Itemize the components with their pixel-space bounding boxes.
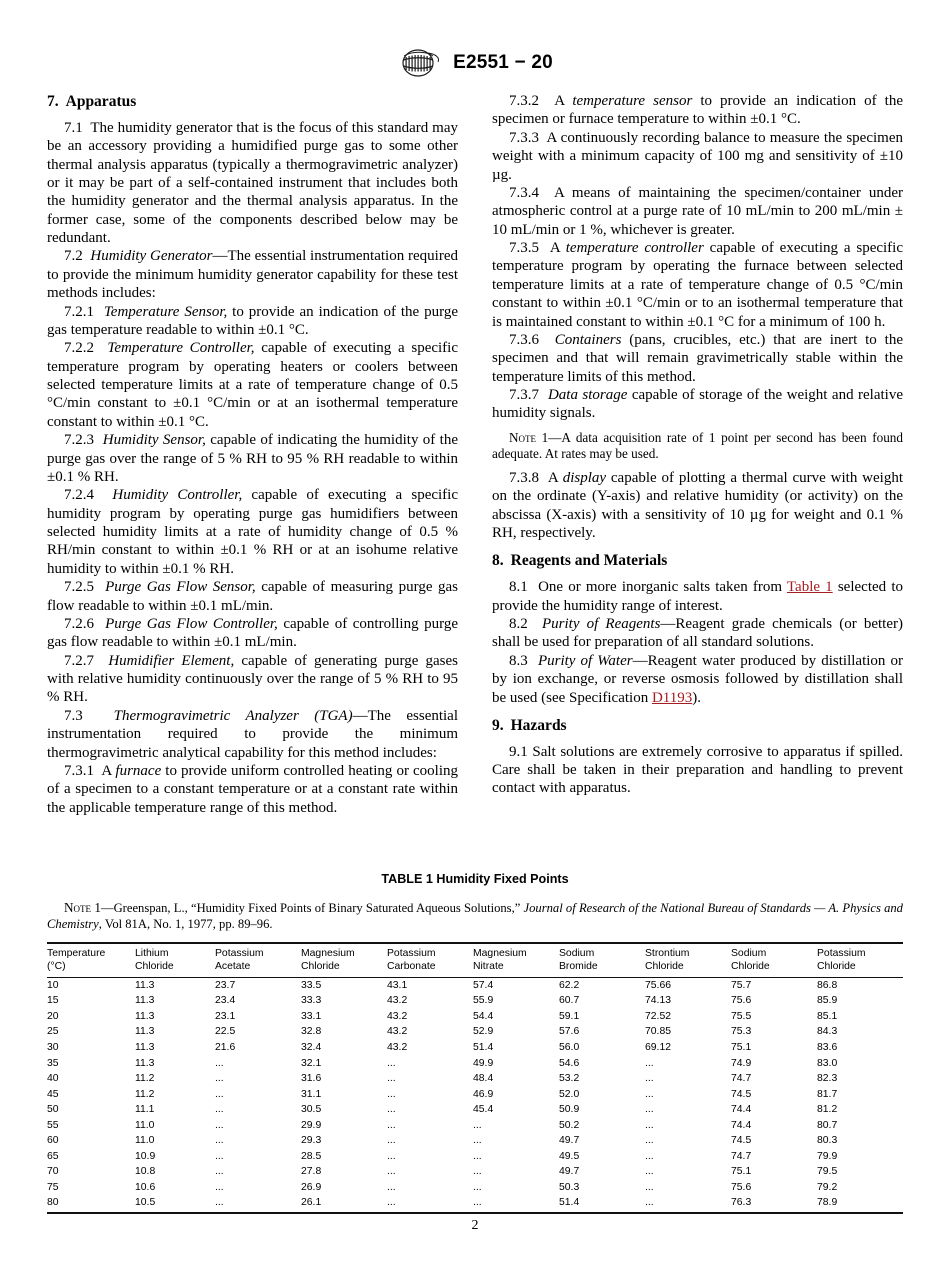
cell-temperature: 75	[47, 1181, 59, 1193]
col-header-line2: Acetate	[215, 961, 251, 973]
cell-value: 49.5	[559, 1150, 580, 1162]
cell-value: 75.6	[731, 1181, 752, 1193]
cell-value: 23.1	[215, 1010, 236, 1022]
paragraph-7-3: 7.3 Thermogravimetric Analyzer (TGA)—The essential instrumentation required to provide the minimum thermogravimetric analytical capability for this method includes:	[47, 707, 459, 761]
paragraph-7-2-3: 7.2.3 Humidity Sensor, capable of indicating the humidity of the purge gas over the range of 5 % RH to 95 % RH readable to within ±0.1 % RH.	[47, 432, 458, 485]
cell-value: ...	[645, 1057, 654, 1069]
cell-value: 11.3	[135, 995, 155, 1007]
cell-value: 43.2	[387, 1010, 408, 1022]
cell-value: 52.0	[559, 1088, 580, 1100]
cell-value: 62.2	[559, 979, 580, 991]
cell-value: 10.5	[135, 1197, 156, 1209]
cell-value: 11.3	[135, 979, 155, 991]
col-header-line2: Carbonate	[387, 961, 436, 973]
cell-value: ...	[387, 1073, 396, 1085]
cell-value: 57.4	[473, 979, 494, 991]
table-row	[47, 1149, 903, 1165]
col-header-line1: Potassium	[817, 947, 866, 959]
cell-value: ...	[215, 1057, 224, 1069]
cell-value: 21.6	[215, 1041, 236, 1053]
cell-value: 79.9	[817, 1150, 838, 1162]
section-number-9: 9.	[492, 716, 504, 734]
col-header-temperature	[47, 943, 135, 978]
cell-value: 22.5	[215, 1026, 236, 1038]
cell-value: ...	[645, 1150, 654, 1162]
cell-temperature: 50	[47, 1104, 59, 1116]
cell-value: 30.5	[301, 1104, 322, 1116]
cell-value: 29.3	[301, 1135, 322, 1147]
col-header-line1: Sodium	[731, 947, 767, 959]
col-header-potassium-chloride	[817, 943, 903, 978]
col-header-line2: Chloride	[817, 961, 856, 973]
cell-value: 74.7	[731, 1073, 752, 1085]
cell-value: 74.4	[731, 1119, 752, 1131]
cell-value: ...	[387, 1181, 396, 1193]
cell-value: 60.7	[559, 995, 580, 1007]
table-1-title: TABLE 1 Humidity Fixed Points	[381, 872, 569, 886]
cell-value: 31.1	[301, 1088, 322, 1100]
paragraph-7-2-1: 7.2.1 Temperature Sensor, to provide an indication of the purge gas temperature readable to within ±0.1 °C.	[47, 303, 459, 338]
paragraph-8-3: 8.3 Purity of Water—Reagent water produced by distillation or by ion exchange, or reverse osmosis followed by distillation shall be used (see Specification D1193).	[492, 652, 904, 706]
table-1-note-post: , Vol 81A, No. 1, 1977, pp. 89–96.	[98, 916, 273, 931]
right-column	[492, 92, 903, 817]
cell-value: 28.5	[301, 1150, 322, 1162]
cell-value: 49.9	[473, 1057, 494, 1069]
cell-temperature: 25	[47, 1026, 59, 1038]
col-header-line2: Chloride	[301, 961, 340, 973]
page-header	[0, 48, 950, 78]
cell-value: 27.8	[301, 1166, 322, 1178]
cell-value: 79.2	[817, 1181, 838, 1193]
cell-value: 49.7	[559, 1135, 580, 1147]
cell-value: 52.9	[473, 1026, 494, 1038]
cell-temperature: 10	[47, 979, 59, 991]
cell-value: 69.12	[645, 1041, 672, 1053]
col-header-line2: Chloride	[731, 961, 770, 973]
cell-temperature: 80	[47, 1197, 59, 1209]
col-header-line1: Potassium	[387, 947, 436, 959]
cell-value: 85.9	[817, 995, 838, 1007]
cell-value: ...	[645, 1135, 654, 1147]
cell-value: 43.1	[387, 979, 408, 991]
cell-value: 74.9	[731, 1057, 752, 1069]
cell-value: ...	[215, 1088, 224, 1100]
section-heading-8	[492, 551, 903, 571]
cell-value: 26.1	[301, 1197, 322, 1209]
col-header-potassium-carbonate	[387, 943, 473, 978]
cell-value: 43.2	[387, 1041, 408, 1053]
cell-value: 74.13	[645, 995, 672, 1007]
cell-value: 55.9	[473, 995, 494, 1007]
link-d1193[interactable]: D1193	[651, 689, 693, 706]
cell-value: 32.8	[301, 1026, 322, 1038]
cell-value: 50.2	[559, 1119, 580, 1131]
cell-value: ...	[215, 1197, 224, 1209]
cell-value: 48.4	[473, 1073, 494, 1085]
col-header-sodium-chloride	[731, 943, 817, 978]
cell-value: 23.7	[215, 979, 236, 991]
cell-value: ...	[215, 1181, 224, 1193]
cell-value: 75.3	[731, 1026, 752, 1038]
cell-value: ...	[387, 1166, 396, 1178]
body-columns	[47, 92, 903, 817]
paragraph-7-3-6: 7.3.6 Containers (pans, crucibles, etc.) that are inert to the specimen and that will remain gravimetrically stable within the temperature limits of this method.	[492, 331, 903, 385]
cell-value: 50.3	[559, 1181, 580, 1193]
cell-temperature: 40	[47, 1073, 59, 1085]
table-header-row	[47, 943, 903, 978]
cell-value: 11.3	[135, 1041, 155, 1053]
cell-value: 46.9	[473, 1088, 494, 1100]
cell-value: 74.7	[731, 1150, 752, 1162]
col-header-line2: Chloride	[645, 961, 684, 973]
table-body	[47, 978, 903, 1212]
section-title-8: Reagents and Materials	[510, 552, 668, 570]
cell-temperature: 60	[47, 1135, 59, 1147]
paragraph-7-2-5: 7.2.5 Purge Gas Flow Sensor, capable of measuring purge gas flow readable to within ±0.1 mL/min.	[47, 579, 458, 614]
cell-value: ...	[387, 1197, 396, 1209]
cell-value: 75.66	[645, 979, 672, 991]
cell-temperature: 20	[47, 1010, 59, 1022]
cell-value: ...	[215, 1150, 224, 1162]
cell-value: 43.2	[387, 1026, 408, 1038]
cell-value: 86.8	[817, 979, 838, 991]
section-title-7: Apparatus	[65, 93, 137, 110]
cell-value: 11.1	[135, 1104, 155, 1116]
cell-value: ...	[645, 1119, 654, 1131]
paragraph-7-2-4: 7.2.4 Humidity Controller, capable of executing a specific humidity program by operating purge gas humidifiers between selected humidity limits at a rate of humidity change of 0.5 % RH/min constant to within ±0.1 % RH or at an isohume relative humidity to within ±0.1 % RH.	[47, 487, 459, 577]
table-row	[47, 1071, 903, 1087]
cell-value: ...	[387, 1088, 396, 1100]
cell-value: 11.3	[135, 1026, 155, 1038]
cell-value: 85.1	[817, 1010, 838, 1022]
section-number-8: 8.	[492, 552, 504, 570]
cell-value: 11.3	[135, 1057, 155, 1069]
cell-value: 45.4	[473, 1104, 494, 1116]
cell-value: 11.2	[135, 1073, 155, 1085]
col-header-line1: Strontium	[645, 947, 690, 959]
section-title-9: Hazards	[510, 716, 567, 734]
note-1-label: Note 1	[509, 429, 549, 445]
cell-value: 11.3	[135, 1010, 155, 1022]
cell-temperature: 35	[47, 1057, 59, 1069]
table-row	[47, 1025, 903, 1041]
cell-value: 70.85	[645, 1026, 672, 1038]
paragraph-7-3-3: 7.3.3 A continuously recording balance to measure the specimen weight with a minimum capacity of 100 mg and sensitivity of ±10 µg.	[492, 129, 903, 183]
cell-value: 74.5	[731, 1135, 752, 1147]
cell-value: 75.1	[731, 1041, 752, 1053]
cell-value: 32.4	[301, 1041, 322, 1053]
section-heading-7	[47, 92, 458, 112]
col-header-magnesium-chloride	[301, 943, 387, 978]
cell-temperature: 65	[47, 1150, 59, 1162]
cell-value: 59.1	[559, 1010, 580, 1022]
cell-value: ...	[645, 1073, 654, 1085]
cell-value: 83.6	[817, 1041, 838, 1053]
table-bottom-rule	[47, 1212, 903, 1214]
cell-value: 84.3	[817, 1026, 838, 1038]
cell-value: ...	[215, 1166, 224, 1178]
col-header-line1: Sodium	[559, 947, 595, 959]
table-row	[47, 1165, 903, 1181]
col-header-line2: (°C)	[47, 961, 66, 973]
cell-value: ...	[387, 1057, 396, 1069]
section-heading-9	[492, 716, 903, 736]
cell-value: 10.9	[135, 1150, 156, 1162]
table-head	[47, 943, 903, 978]
cell-value: 57.6	[559, 1026, 580, 1038]
paragraph-7-1: 7.1 The humidity generator that is the focus of this standard may be an accessory providing a humidified purge gas to some other thermal analysis apparatus (typically a thermogravimetric analyzer) or it may be part of a self-contained instrument that includes both the humidity generator and the thermal analysis apparatus. In the former case, some of the components described below may be redundant.	[47, 119, 458, 247]
paragraph-7-2-6: 7.2.6 Purge Gas Flow Controller, capable of controlling purge gas flow readable to within ±0.1 mL/min.	[47, 615, 459, 651]
cell-value: 78.9	[817, 1197, 838, 1209]
paragraph-8-1: 8.1 One or more inorganic salts taken from Table 1 selected to provide the humidity range of interest.	[492, 579, 903, 614]
cell-value: ...	[645, 1088, 654, 1100]
col-header-line1: Lithium	[135, 947, 169, 959]
col-header-line2: Nitrate	[473, 961, 504, 973]
cell-value: 81.2	[817, 1104, 838, 1116]
cell-value: 31.6	[301, 1073, 322, 1085]
table-1-note	[47, 900, 903, 933]
cell-value: ...	[387, 1119, 396, 1131]
cell-value: ...	[387, 1150, 396, 1162]
cell-value: ...	[215, 1135, 224, 1147]
paragraph-7-3-7: 7.3.7 Data storage capable of storage of the weight and relative humidity signals.	[492, 387, 904, 422]
cell-value: 10.8	[135, 1166, 156, 1178]
cell-value: 79.5	[817, 1166, 838, 1178]
col-header-line1: Potassium	[215, 947, 264, 959]
cell-value: 33.5	[301, 979, 322, 991]
col-header-line2: Chloride	[135, 961, 174, 973]
table-row	[47, 1087, 903, 1103]
cell-value: 82.3	[817, 1073, 838, 1085]
paragraph-7-2-2: 7.2.2 Temperature Controller, capable of executing a specific temperature program by operating heaters or coolers between selected temperature limits at a rate of temperature change of 0.5 °C/min constant to ±0.1 °C/min or at an isothermal temperature constant to within ±0.1 °C.	[47, 340, 458, 430]
col-header-lithium-chloride	[135, 943, 215, 978]
cell-value: 32.1	[301, 1057, 322, 1069]
col-header-strontium-chloride	[645, 943, 731, 978]
cell-temperature: 45	[47, 1088, 59, 1100]
cell-value: ...	[215, 1073, 224, 1085]
cell-value: 51.4	[473, 1041, 494, 1053]
cell-value: 11.0	[135, 1135, 155, 1147]
cell-value: ...	[215, 1104, 224, 1116]
cell-value: ...	[215, 1119, 224, 1131]
left-column	[47, 92, 458, 817]
paragraph-7-3-1: 7.3.1 A furnace to provide uniform controlled heating or cooling of a specimen to a constant temperature or at a constant rate within the applicable temperature range of this method.	[47, 762, 459, 816]
col-header-line1: Magnesium	[473, 947, 527, 959]
cell-value: 75.7	[731, 979, 752, 991]
cell-value: ...	[473, 1150, 482, 1162]
paragraph-7-3-4: 7.3.4 A means of maintaining the specimen/container under atmospheric control at a purge rate of 10 mL/min to 200 mL/min ± 10 mL/min or 1 %, whichever is greater.	[492, 184, 903, 238]
paragraph-7-3-8: 7.3.8 A display capable of plotting a thermal curve with weight on the ordinate (Y-axis) and relative humidity (or activity) on the abscissa (X-axis) with a sensitivity of 10 µg for weight and 0.1 % RH, respectively.	[492, 469, 903, 542]
col-header-magnesium-nitrate	[473, 943, 559, 978]
cell-temperature: 70	[47, 1166, 59, 1178]
cell-value: 75.6	[731, 995, 752, 1007]
cell-value: ...	[645, 1104, 654, 1116]
table-row	[47, 1118, 903, 1134]
table-row	[47, 978, 903, 994]
table-row	[47, 994, 903, 1010]
cell-value: 50.9	[559, 1104, 580, 1116]
paragraph-7-3-2: 7.3.2 A temperature sensor to provide an indication of the specimen or furnace temperature to within ±0.1 °C.	[492, 93, 904, 128]
cell-value: 80.7	[817, 1119, 838, 1131]
paragraph-9-1: 9.1 Salt solutions are extremely corrosive to apparatus if spilled. Care shall be taken in their preparation and handling to prevent contact with apparatus.	[492, 743, 903, 797]
cell-value: ...	[387, 1135, 396, 1147]
cell-value: 49.7	[559, 1166, 580, 1178]
cell-value: 72.52	[645, 1010, 672, 1022]
cell-value: ...	[645, 1166, 654, 1178]
note-1-text: —A data acquisition rate of 1 point per second has been found adequate. At rates may be used.	[492, 429, 903, 461]
cell-value: 23.4	[215, 995, 236, 1007]
cell-value: ...	[645, 1197, 654, 1209]
cell-value: 33.3	[301, 995, 322, 1007]
cell-value: 74.5	[731, 1088, 752, 1100]
page-number: 2	[471, 1218, 479, 1233]
col-header-line1: Magnesium	[301, 947, 355, 959]
cell-value: 11.0	[135, 1119, 155, 1131]
paragraph-7-3-5: 7.3.5 A temperature controller capable of executing a specific temperature program by operating the furnace between selected temperature limits at a rate of temperature change of 0.5 °C/min constant to within ±0.1 °C/min or to an isothermal temperature that is maintained constant to within ±0.1 °C for a minimum of 100 h.	[492, 240, 903, 330]
cell-value: 54.6	[559, 1057, 580, 1069]
cell-value: ...	[387, 1104, 396, 1116]
cell-value: 54.4	[473, 1010, 494, 1022]
cell-value: 11.2	[135, 1088, 155, 1100]
cell-value: 75.1	[731, 1166, 752, 1178]
cell-value: 26.9	[301, 1181, 322, 1193]
document-designation: E2551 − 20	[453, 52, 553, 73]
cell-value: 10.6	[135, 1181, 156, 1193]
note-1	[492, 430, 903, 462]
cell-value: 56.0	[559, 1041, 580, 1053]
cell-value: 51.4	[559, 1197, 580, 1209]
link-table-1[interactable]: Table 1	[786, 579, 833, 596]
cell-value: 29.9	[301, 1119, 322, 1131]
cell-value: 83.0	[817, 1057, 838, 1069]
cell-value: 80.3	[817, 1135, 838, 1147]
cell-value: 53.2	[559, 1073, 580, 1085]
table-row	[47, 1009, 903, 1025]
cell-value: ...	[473, 1119, 482, 1131]
col-header-sodium-bromide	[559, 943, 645, 978]
cell-value: 74.4	[731, 1104, 752, 1116]
table-row	[47, 1196, 903, 1212]
cell-temperature: 15	[47, 995, 59, 1007]
cell-value: ...	[473, 1197, 482, 1209]
cell-value: 81.7	[817, 1088, 838, 1100]
cell-value: 43.2	[387, 995, 408, 1007]
table-1-block	[47, 872, 903, 1214]
col-header-line2: Bromide	[559, 961, 598, 973]
cell-value: 76.3	[731, 1197, 752, 1209]
paragraph-7-2-7: 7.2.7 Humidifier Element, capable of generating purge gases with relative humidity continuously over the range of 5 % RH to 95 % RH.	[47, 652, 458, 706]
col-header-potassium-acetate	[215, 943, 301, 978]
table-row	[47, 1180, 903, 1196]
cell-value: ...	[645, 1181, 654, 1193]
cell-temperature: 30	[47, 1041, 59, 1053]
table-row	[47, 1056, 903, 1072]
col-header-line1: Temperature	[47, 947, 106, 959]
cell-value: ...	[473, 1135, 482, 1147]
paragraph-7-2: 7.2 Humidity Generator—The essential instrumentation required to provide the minimum humidity generator capability for these test methods includes:	[47, 248, 458, 302]
table-row	[47, 1134, 903, 1150]
table-1-note-pre: —Greenspan, L., “Humidity Fixed Points of Binary Saturated Aqueous Solutions,”	[100, 901, 524, 915]
table-row	[47, 1040, 903, 1056]
table-1-note-label: Note 1	[64, 900, 101, 915]
paragraph-8-2: 8.2 Purity of Reagents—Reagent grade chemicals (or better) shall be used for preparation of all standard solutions.	[492, 616, 903, 651]
table-1-note-journal: Journal of Research of the National Bureau of Standards — A. Physics and Chemistry	[47, 901, 903, 931]
astm-logo-icon	[397, 48, 443, 78]
cell-value: 75.5	[731, 1010, 752, 1022]
cell-value: ...	[473, 1181, 482, 1193]
cell-temperature: 55	[47, 1119, 59, 1131]
cell-value: ...	[473, 1166, 482, 1178]
cell-value: 33.1	[301, 1010, 322, 1022]
table-row	[47, 1103, 903, 1119]
section-number-7: 7.	[47, 93, 59, 110]
humidity-fixed-points-table	[47, 942, 903, 1212]
